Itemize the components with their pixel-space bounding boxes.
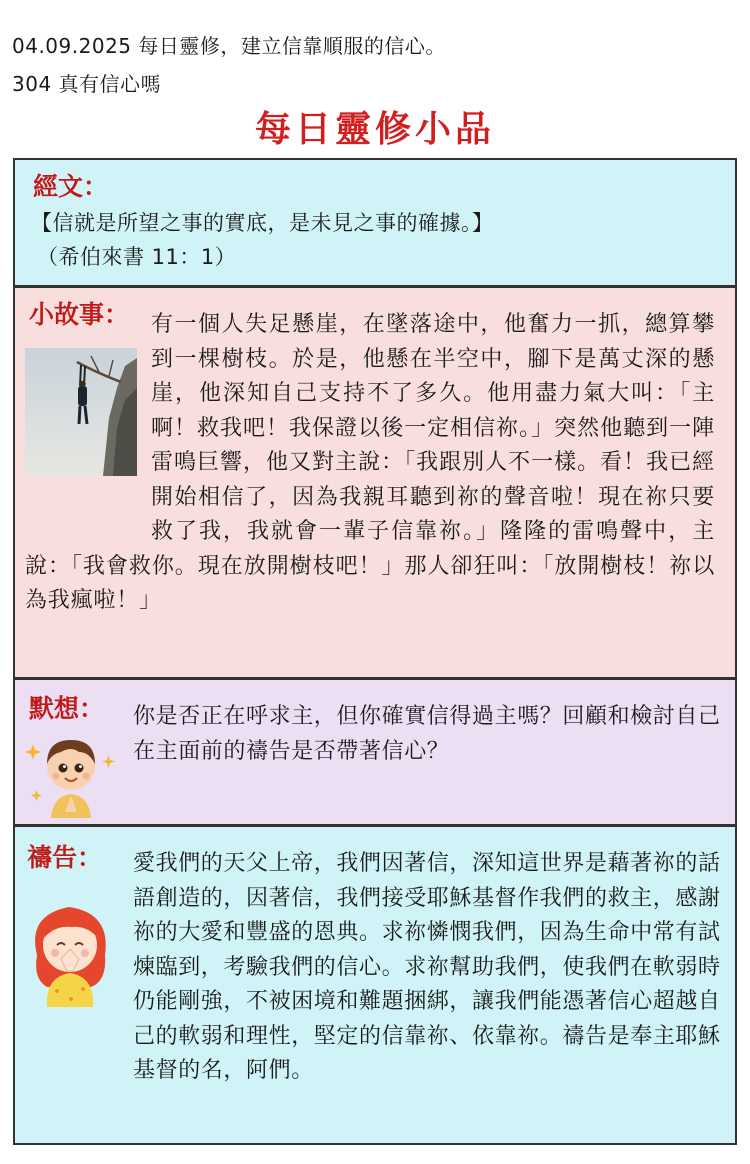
prayer-label: 禱告： [27, 843, 103, 872]
scripture-reference: （希伯來書 11：1） [37, 245, 237, 269]
praying-boy-icon [21, 730, 121, 818]
topic-heading: 304 真有信心嗎 [12, 72, 162, 96]
reflection-label: 默想： [29, 694, 105, 723]
reflection-section [13, 678, 737, 826]
scripture-verse: 【信就是所望之事的實底，是未見之事的確據。】 [31, 211, 494, 235]
story-section [13, 286, 737, 679]
praying-girl-icon [21, 895, 119, 1009]
page-title: 每日靈修小品 [254, 109, 495, 150]
date-heading: 04.09.2025 每日靈修，建立信靠順服的信心。 [12, 34, 446, 58]
scripture-section [13, 158, 737, 287]
prayer-text: 愛我們的天父上帝，我們因著信，深知這世界是藉著祢的話語創造的，因著信，我們接受耶穌基督作我們的救主，感謝祢的大愛和豐盛的恩典。求祢憐憫我們，因為生命中常有試煉臨到，考驗我們的信心。求祢幫助我們，使我們在軟弱時仍能剛強，不被困境和難題捆綁，讓我們能憑著信心超越自己的軟弱和理性，堅定的信靠祢、依靠祢。禱告是奉主耶穌基督的名，阿們。 [133, 851, 721, 1083]
reflection-text: 你是否正在呼求主，但你確實信得過主嗎？回顧和檢討自己在主面前的禱告是否帶著信心？ [133, 704, 721, 764]
scripture-label: 經文： [33, 172, 109, 201]
man-hanging-from-branch-icon [25, 348, 137, 476]
story-label: 小故事： [29, 300, 130, 329]
story-text: 有一個人失足懸崖，在墜落途中，他奮力一抓，總算攀到一棵樹枝。於是，他懸在半空中，腳下是萬丈深的懸崖，他深知自己支持不了多久。他用盡力氣大叫：「主啊！救我吧！我保證以後一定相信祢。」突然他聽到一陣雷鳴巨響，他又對主說：「我跟別人不一樣。看！我已經開始相信了，因為我親耳聽到祢的聲音啦！現在祢只要救了我，我就會一輩子信靠祢。」隆隆的雷鳴聲中，主說：「我會救你。現在放開樹枝吧！」那人卻狂叫：「放開樹枝！祢以為我瘋啦！」 [25, 312, 715, 613]
prayer-section [13, 825, 737, 1145]
